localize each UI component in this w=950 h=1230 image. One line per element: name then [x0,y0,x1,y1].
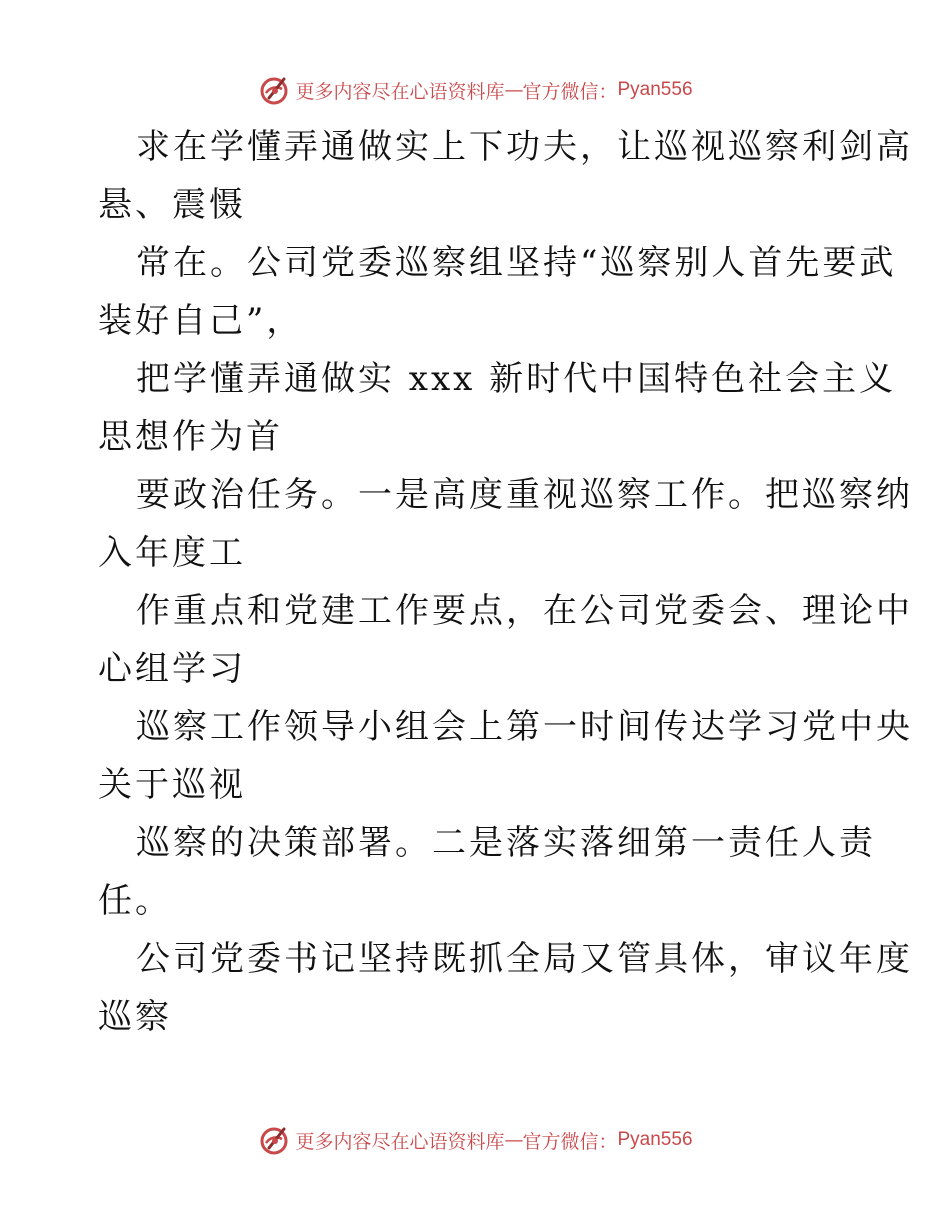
banner-wechat-id: Pyan556 [617,79,693,100]
paragraph-line: 把学懂弄通做实 xxx 新时代中国特色社会主义 [136,359,897,399]
paragraph-line: 思想作为首 [98,417,283,457]
brush-seal-logo-icon [257,1123,291,1157]
paragraph-line: 任。 [98,881,172,921]
paragraph-line: 悬、震慑 [98,185,246,225]
paragraph-line: 装好自己”， [98,301,304,341]
paragraph-line: 巡察 [98,997,172,1037]
paragraph-line: 心组学习 [98,649,246,689]
paragraph-line: 公司党委书记坚持既抓全局又管具体，审议年度 [136,939,913,979]
banner-text: 更多内容尽在心语资料库 [295,1130,505,1153]
banner-text: 更多内容尽在心语资料库 [295,80,505,103]
banner-dash: — [504,1129,523,1151]
paragraph-line: 巡察工作领导小组会上第一时间传达学习党中央 [136,707,913,747]
paragraph-line: 巡察的决策部署。二是落实落细第一责任人责 [136,823,876,863]
paragraph-line: 要政治任务。一是高度重视巡察工作。把巡察纳 [136,475,913,515]
footer-banner [0,1122,950,1158]
brush-seal-logo-icon [257,73,291,107]
paragraph-line: 作重点和党建工作要点，在公司党委会、理论中 [136,591,913,631]
document-body [98,118,913,1046]
paragraph-line: 关于巡视 [98,765,246,805]
header-banner [0,72,950,108]
banner-wechat-label: 官方微信： [522,80,618,103]
banner-wechat-id: Pyan556 [617,1129,693,1150]
banner-wechat-label: 官方微信： [522,1130,618,1153]
paragraph-line: 常在。公司党委巡察组坚持“巡察别人首先要武 [136,243,897,283]
paragraph-line: 入年度工 [98,533,246,573]
paragraph-line: 求在学懂弄通做实上下功夫，让巡视巡察利剑高 [136,127,913,167]
banner-dash: — [504,79,523,101]
